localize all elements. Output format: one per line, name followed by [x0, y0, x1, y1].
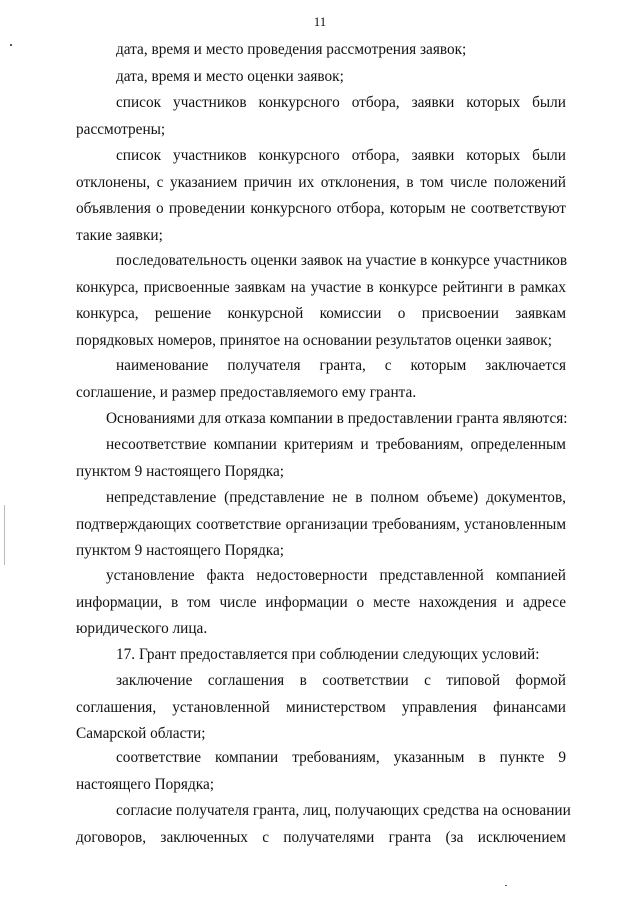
paragraph-criteria-mismatch	[76, 432, 566, 485]
text-line: наименование получателя гранта, с которым заключается	[116, 357, 566, 374]
text-line: список участников конкурсного отбора, заявки которых были	[116, 94, 566, 111]
text-line: подтверждающих соответствие организации требованиям, установленным	[76, 515, 566, 533]
text-line: непредставление (представление не в полном объеме) документов,	[106, 489, 566, 506]
text-line: последовательность оценки заявок на участие в конкурсе участников	[116, 252, 568, 269]
text-line: договоров, заключенных с получателями гранта (за исключением	[76, 828, 566, 846]
text-line: конкурса, присвоенные заявкам на участие в конкурсе рейтинги в рамках	[76, 278, 566, 296]
text-line: заключение соглашения в соответствии с типовой формой	[116, 672, 566, 689]
paragraph-reviewed-participants	[76, 90, 566, 143]
text-line: объявления о проведении конкурсного отбора, которым не соответствуют	[76, 200, 566, 218]
text-line: соответствие компании требованиям, указанным в пункте 9	[116, 749, 566, 766]
text-line: пунктом 9 настоящего Порядка;	[76, 542, 285, 560]
paragraph-recipient-consent	[76, 798, 571, 851]
text-line: рассмотрены;	[76, 120, 166, 138]
text-line: такие заявки;	[76, 226, 163, 244]
text-line: конкурса, решение конкурсной комиссии о присвоении заявкам	[76, 305, 566, 323]
paragraph-refusal-grounds	[76, 406, 566, 433]
page-number: 11	[313, 14, 327, 29]
paragraph-agreement-conclusion	[76, 668, 566, 748]
paragraph-false-information	[76, 563, 566, 643]
text-line: согласие получателя гранта, лиц, получающих средства на основании	[116, 802, 571, 819]
paragraph-item-17	[76, 642, 566, 669]
text-line: соглашение, и размер предоставляемого ему гранта.	[76, 383, 417, 401]
scan-edge-line	[4, 505, 5, 565]
paragraph-grant-recipient	[76, 353, 566, 406]
text-line: информации, в том числе информации о месте нахождения и адресе	[76, 593, 566, 611]
paragraph-evaluation-date	[76, 64, 566, 91]
text-line: соглашения, установленной министерством управления финансами	[76, 698, 566, 716]
scan-speck	[505, 885, 507, 886]
text-line: отклонены, с указанием причин их отклонения, в том числе положений	[76, 173, 566, 191]
scan-speck	[10, 44, 12, 46]
text-line: несоответствие компании критериям и требованиям, определенным	[106, 436, 566, 453]
paragraph-documents-missing	[76, 485, 566, 565]
text-line: дата, время и место проведения рассмотрения заявок;	[116, 41, 467, 58]
text-line: Основаниями для отказа компании в предоставлении гранта являются:	[106, 410, 568, 427]
text-line: список участников конкурсного отбора, заявки которых были	[116, 147, 566, 164]
text-line: пунктом 9 настоящего Порядка;	[76, 462, 285, 480]
text-line: порядковых номеров, принятое на основании результатов оценки заявок;	[76, 331, 552, 349]
text-line: юридического лица.	[76, 620, 208, 638]
text-line: установление факта недостоверности представленной компанией	[106, 567, 566, 584]
paragraph-requirements-compliance	[76, 745, 566, 798]
text-line: 17. Грант предоставляется при соблюдении следующих условий:	[116, 646, 540, 663]
text-line: дата, время и место оценки заявок;	[116, 68, 344, 85]
text-line: Самарской области;	[76, 725, 206, 743]
paragraph-rejected-participants	[76, 143, 566, 249]
text-line: настоящего Порядка;	[76, 775, 214, 793]
paragraph-evaluation-sequence	[76, 248, 566, 354]
paragraph-review-date	[76, 37, 566, 64]
